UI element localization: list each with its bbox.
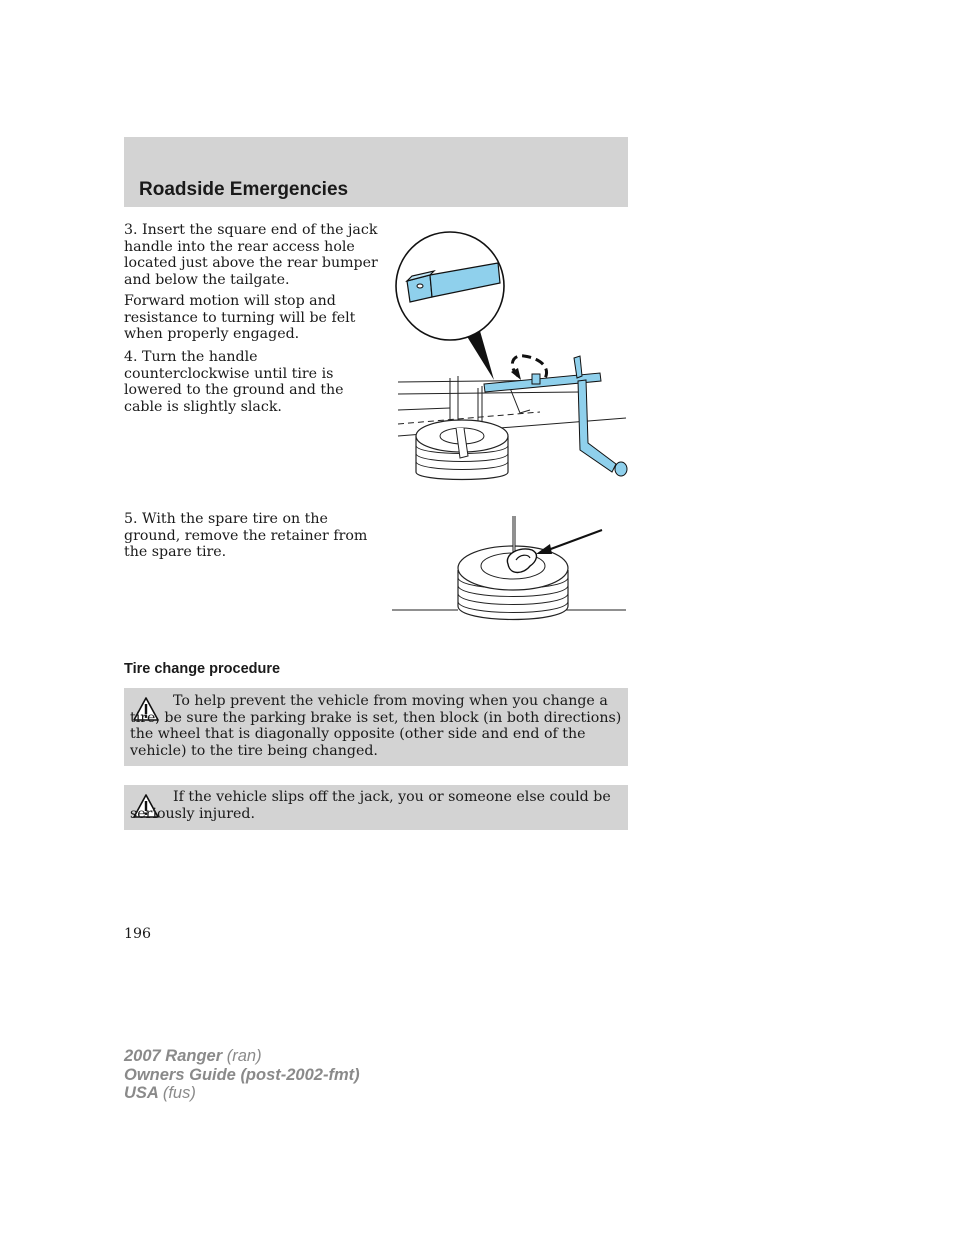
section-header-title: Roadside Emergencies <box>139 179 349 200</box>
footer-model: 2007 Ranger <box>124 1047 223 1065</box>
warning-text-2: If the vehicle slips off the jack, you or someone else could be seriously injured. <box>130 789 611 822</box>
warning-box-1 <box>124 688 628 766</box>
forward-motion-note: Forward motion will stop and resistance to turning will be felt when properly engaged. <box>124 293 356 343</box>
footer-line-1 <box>124 1047 360 1066</box>
step-5-text: 5. With the spare tire on the ground, remove the retainer from the spare tire. <box>124 511 368 561</box>
step-4-text: 4. Turn the handle counterclockwise until tire is lowered to the ground and the cable is slightly slack. <box>124 349 344 415</box>
section-header-band <box>124 137 628 207</box>
footer-line-3 <box>124 1084 360 1103</box>
section-title: Tire change procedure <box>124 661 281 677</box>
footer-region-code: (fus) <box>162 1084 196 1102</box>
footer-model-code: (ran) <box>226 1047 262 1065</box>
warning-text-1: To help prevent the vehicle from moving when you change a tire, be sure the parking brake is set, then block (in both directions) the wheel that is diagonally opposite (other side and end of the vehicle) to the tire being changed. <box>130 693 622 759</box>
footer-line-2 <box>124 1066 360 1085</box>
pointer-arrow-icon <box>548 530 602 550</box>
step-3-text: 3. Insert the square end of the jack handle into the rear access hole located just above the rear bumper and below the tailgate. <box>124 222 378 288</box>
jack-handle-illustration <box>390 228 630 483</box>
spare-tire-retainer-illustration <box>390 512 630 624</box>
page-number: 196 <box>124 926 152 942</box>
footer-block <box>124 1047 360 1103</box>
footer-region: USA <box>124 1084 159 1102</box>
warning-box-2 <box>124 785 628 830</box>
footer-guide: Owners Guide (post-2002-fmt) <box>124 1065 360 1084</box>
spare-tire-stowed <box>416 420 508 480</box>
